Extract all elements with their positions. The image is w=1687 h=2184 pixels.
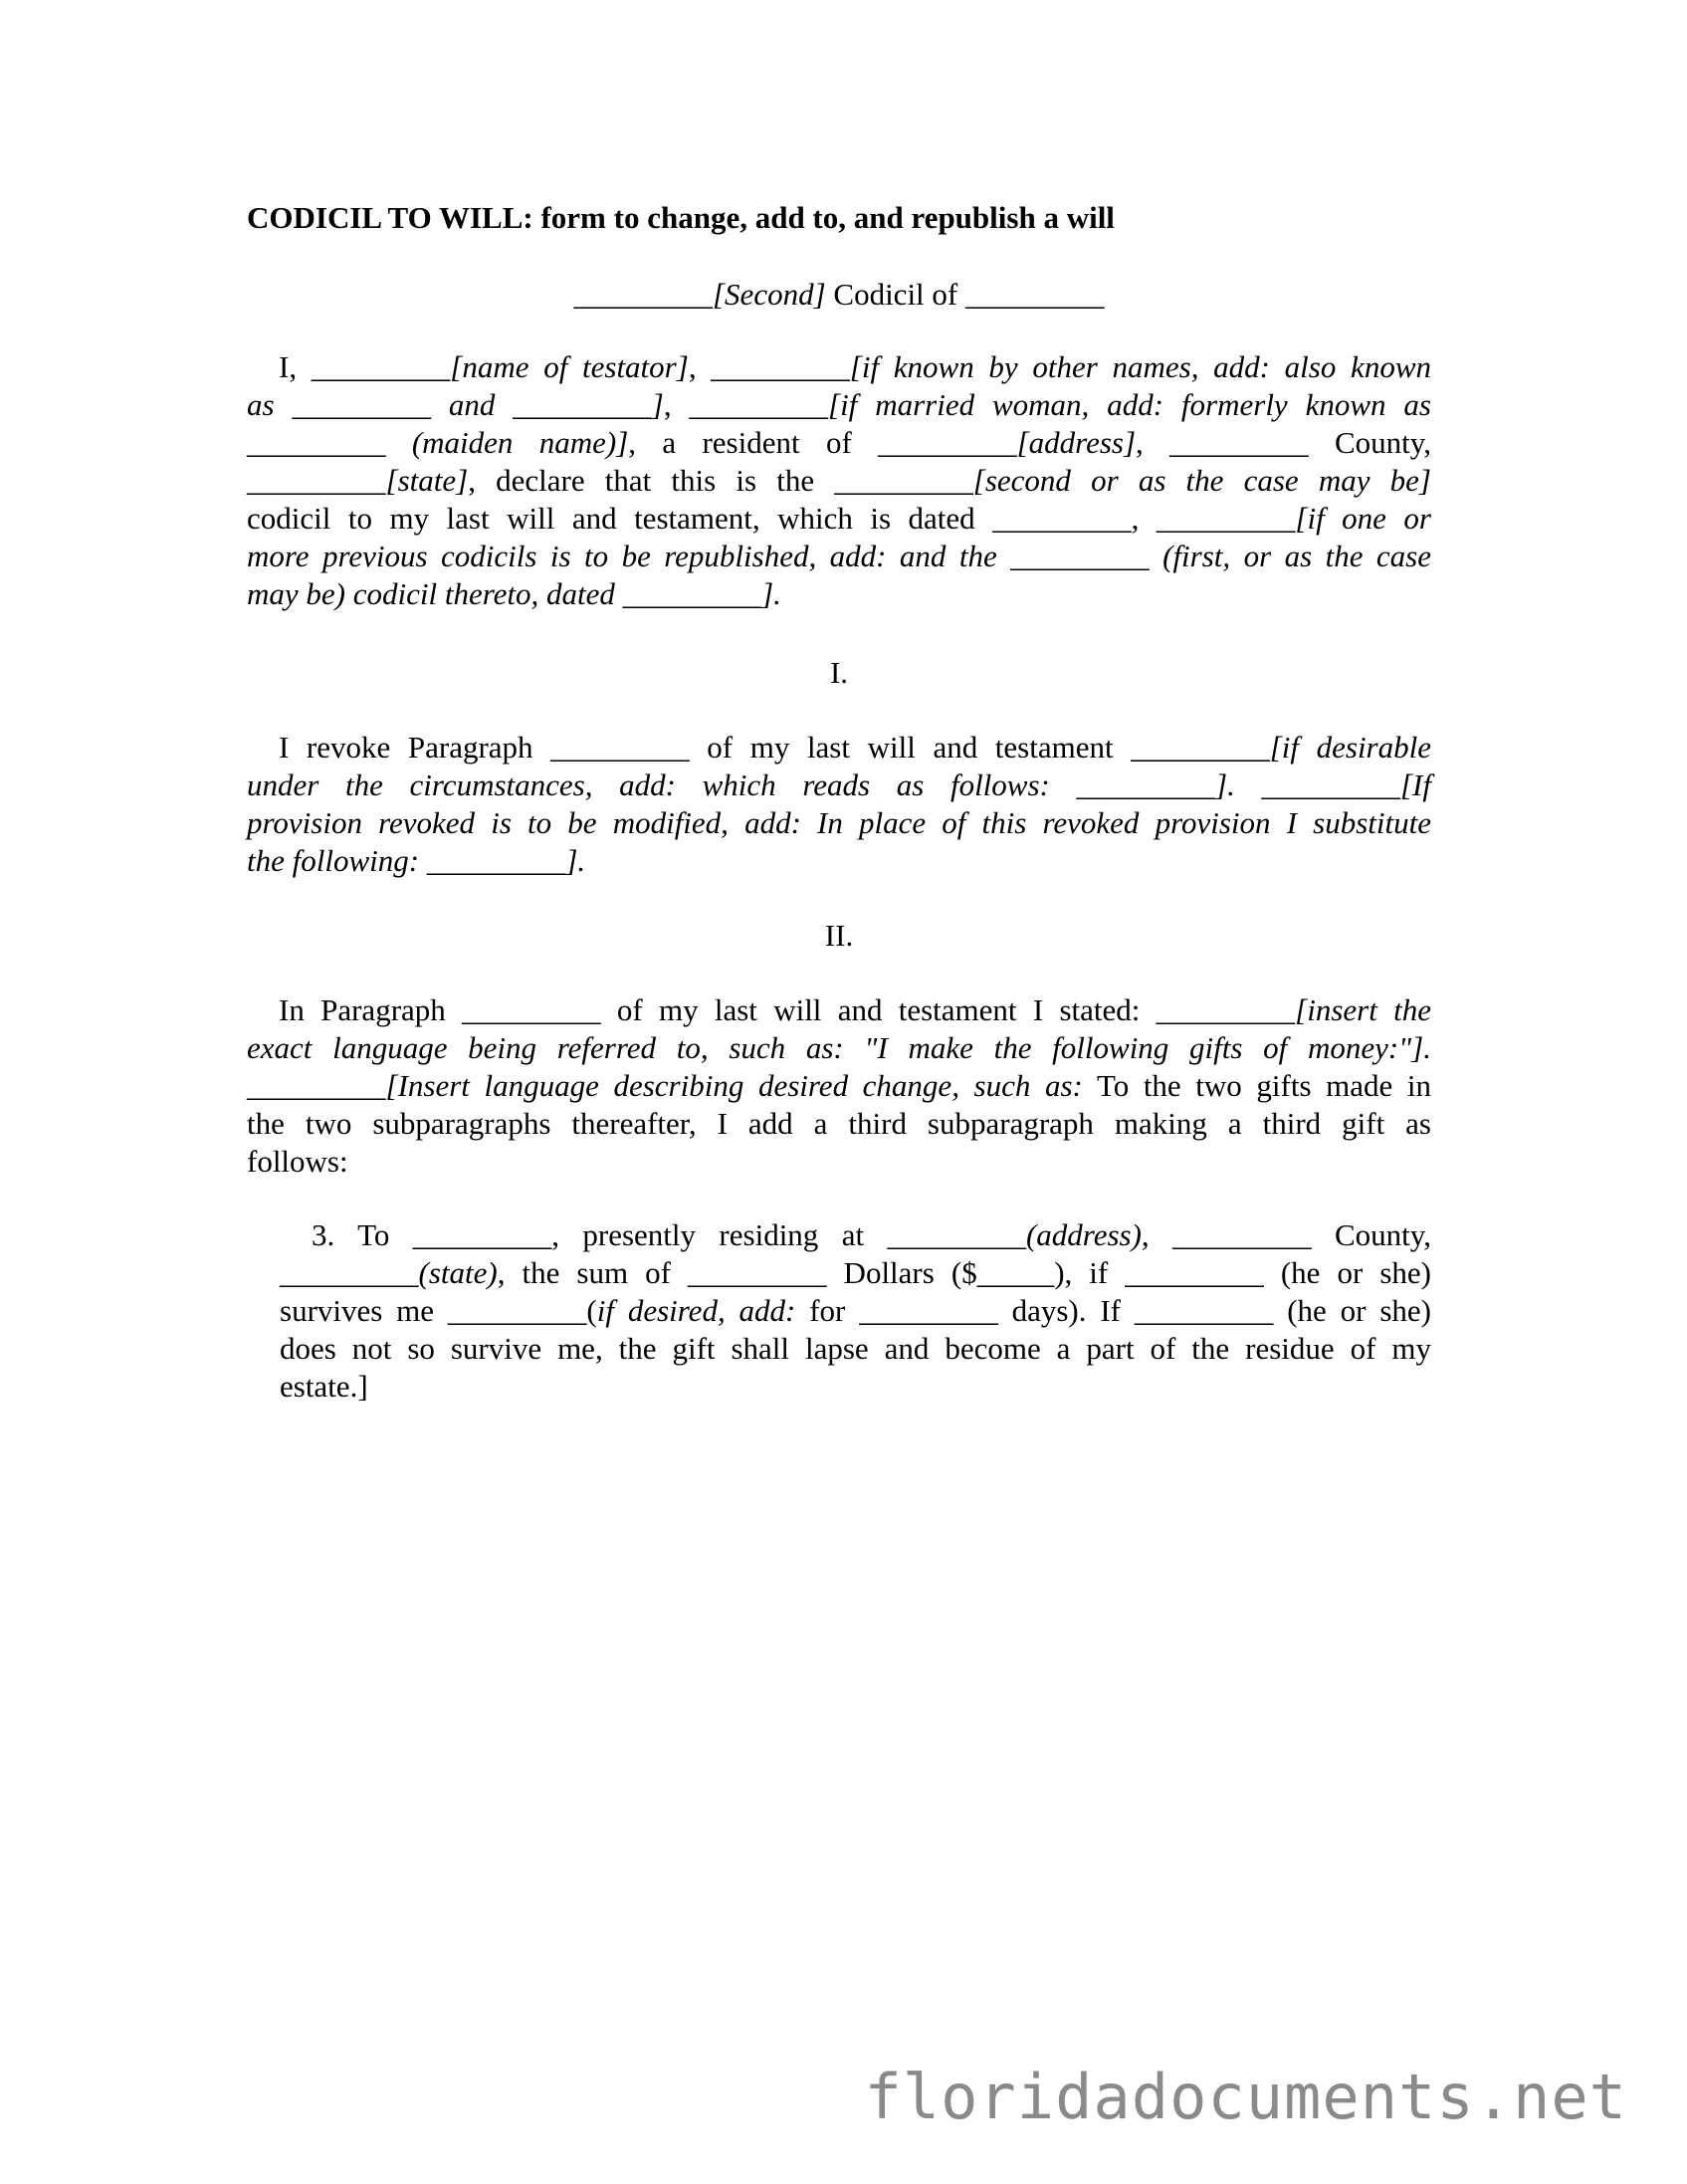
s2-line-4: the two subparagraphs thereafter, I add a third subparagraph making a third gift as — [247, 1106, 1431, 1141]
intro-line-7: may be) codicil thereto, dated _________]. — [247, 576, 781, 611]
intro-line-2: as _________ and _________], _________[if married woman, add: formerly known as — [247, 387, 1431, 422]
section-1-paragraph — [247, 729, 1431, 880]
s2-line-5: follows: — [247, 1144, 348, 1179]
s2-line-3: _________[Insert language describing desired change, such as: To the two gifts made in — [247, 1068, 1431, 1103]
intro-paragraph — [247, 348, 1431, 613]
s2-line-2: exact language being referred to, such as: "I make the following gifts of money:"]. — [247, 1030, 1431, 1065]
s1-line-4: the following: _________]. — [247, 843, 586, 878]
intro-line-5: codicil to my last will and testament, which is dated _________, _________[if one or — [247, 501, 1431, 536]
heading-blank-a: _________ — [573, 277, 713, 312]
section-2-numeral: II. — [824, 918, 854, 953]
sub3-line-4: does not so survive me, the gift shall lapse and become a part of the residue of my — [280, 1331, 1431, 1366]
intro-line-6: more previous codicils is to be republished, add: and the _________ (first, or as the case — [247, 539, 1431, 573]
intro-line-1: I, _________[name of testator], _________[if known by other names, add: also known — [279, 349, 1431, 384]
s1-line-1: I revoke Paragraph _________ of my last will and testament _________[if desirable — [279, 730, 1431, 764]
heading-blank-b: _________ — [965, 277, 1105, 312]
heading-text: Codicil of — [825, 277, 965, 312]
subparagraph-3 — [280, 1216, 1431, 1406]
codicil-heading — [247, 275, 1431, 315]
section-1-numeral: I. — [829, 655, 849, 690]
document-title: CODICIL TO WILL: form to change, add to, and republish a will — [247, 200, 1115, 235]
heading-ordinal-note: [Second] — [712, 277, 826, 312]
sub3-line-2: _________(state), the sum of _________ Dollars ($_____), if _________ (he or she) — [280, 1255, 1431, 1290]
sub3-line-5: estate.] — [280, 1369, 368, 1404]
s2-line-1: In Paragraph _________ of my last will and testament I stated: _________[insert the — [279, 992, 1431, 1027]
intro-line-4: _________[state], declare that this is the _________[second or as the case may be] — [247, 463, 1431, 498]
intro-line-3: _________ (maiden name)], a resident of _________[address], _________ County, — [247, 425, 1431, 460]
section-2-paragraph — [247, 991, 1431, 1181]
s1-line-2: under the circumstances, add: which reads as follows: _________]. _________[If — [247, 767, 1431, 802]
site-watermark: floridadocuments.net — [864, 2061, 1627, 2133]
sub3-line-3: survives me _________(if desired, add: for _________ days). If _________ (he or she) — [280, 1293, 1431, 1328]
sub3-line-1: 3. To _________, presently residing at _________(address), _________ County, — [312, 1217, 1431, 1252]
s1-line-3: provision revoked is to be modified, add: In place of this revoked provision I substitute — [247, 805, 1431, 840]
